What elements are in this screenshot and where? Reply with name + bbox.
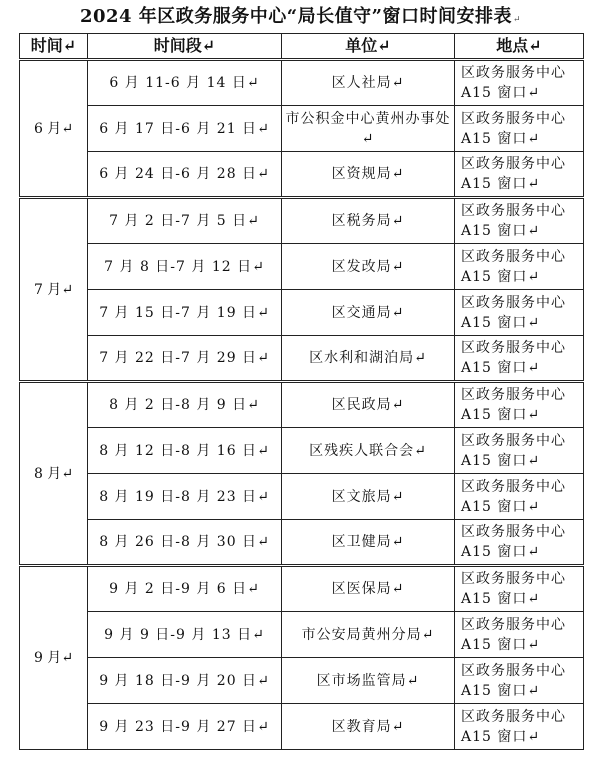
table-row xyxy=(20,612,584,658)
unit-label-wrap xyxy=(317,671,420,691)
paragraph-mark-icon: ↵ xyxy=(527,591,541,607)
unit-cell xyxy=(282,290,455,336)
month-cell xyxy=(20,198,88,382)
location-label: 区政务服务中心 A15 窗口 xyxy=(461,662,566,699)
schedule-body xyxy=(20,60,584,750)
unit-label: 区教育局 xyxy=(331,718,392,735)
unit-label: 区残疾人联合会 xyxy=(309,442,415,459)
location-label-wrap xyxy=(461,247,577,287)
location-label: 区政务服务中心 A15 窗口 xyxy=(461,478,566,515)
month-cell xyxy=(20,382,88,566)
header-month: 时间↵ xyxy=(20,34,88,60)
table-row xyxy=(20,704,584,750)
location-label-wrap xyxy=(461,338,577,378)
month-label: 8 月 xyxy=(33,465,62,482)
table-row xyxy=(20,198,584,244)
header-period: 时间段↵ xyxy=(88,34,282,60)
unit-label-wrap xyxy=(332,395,405,415)
period-label: 6 月 24 日-6 月 28 日 xyxy=(99,166,258,182)
paragraph-mark-icon: ↵ xyxy=(391,304,405,321)
paragraph-mark-icon: ↵ xyxy=(247,581,260,597)
paragraph-mark-icon: ↵ xyxy=(527,452,541,469)
paragraph-mark-icon: ↵ xyxy=(527,636,541,653)
period-cell xyxy=(88,244,282,290)
location-cell xyxy=(455,106,584,152)
location-cell xyxy=(455,382,584,428)
unit-label-wrap xyxy=(332,717,405,737)
paragraph-mark-icon: ↵ xyxy=(61,120,74,137)
location-label: 区政务服务中心 A15 窗口 xyxy=(461,340,566,376)
unit-label-wrap xyxy=(282,109,454,149)
location-label-wrap xyxy=(461,522,577,562)
location-cell xyxy=(455,612,584,658)
paragraph-mark-icon: ↵ xyxy=(527,407,541,423)
paragraph-mark-icon: ↵ xyxy=(252,626,265,643)
location-label: 区政务服务中心 A15 窗口 xyxy=(461,65,566,101)
paragraph-mark-icon: ↵ xyxy=(257,120,270,137)
paragraph-mark-icon: ↵ xyxy=(257,166,270,182)
unit-label: 区文旅局 xyxy=(331,488,392,505)
page-title-text: 2024 年区政务服务中心“局长值守”窗口时间安排表 xyxy=(79,6,513,27)
location-label-wrap xyxy=(461,154,577,194)
table-row xyxy=(20,382,584,428)
location-label: 区政务服务中心 A15 窗口 xyxy=(461,387,566,423)
location-label-wrap xyxy=(461,615,577,655)
period-label: 6 月 17 日-6 月 21 日 xyxy=(99,120,258,137)
location-label: 区政务服务中心 A15 窗口 xyxy=(461,708,566,745)
paragraph-mark-icon: ↵ xyxy=(361,130,375,147)
location-cell xyxy=(455,520,584,566)
paragraph-mark-icon: ↵ xyxy=(527,360,541,376)
location-cell xyxy=(455,566,584,612)
table-row xyxy=(20,152,584,198)
paragraph-mark-icon: ↵ xyxy=(246,75,260,91)
unit-cell xyxy=(282,704,455,750)
period-cell xyxy=(88,474,282,520)
location-cell xyxy=(455,658,584,704)
period-cell xyxy=(88,382,282,428)
period-cell xyxy=(88,106,282,152)
paragraph-mark-icon: ↵ xyxy=(252,258,265,275)
unit-label-wrap xyxy=(332,164,405,184)
month-label: 6 月 xyxy=(33,120,62,137)
location-label: 区政务服务中心 A15 窗口 xyxy=(461,432,566,469)
table-row xyxy=(20,658,584,704)
location-cell xyxy=(455,290,584,336)
unit-cell xyxy=(282,106,455,152)
paragraph-mark-icon: ↵ xyxy=(62,36,77,55)
table-row xyxy=(20,290,584,336)
unit-label: 区资规局 xyxy=(331,166,392,182)
location-label: 区政务服务中心 A15 窗口 xyxy=(461,294,566,331)
unit-label-wrap xyxy=(332,579,405,599)
location-cell xyxy=(455,198,584,244)
paragraph-mark-icon: ↵ xyxy=(527,130,541,147)
paragraph-mark-icon: ↵ xyxy=(528,36,542,55)
location-label-wrap xyxy=(461,707,577,747)
period-cell xyxy=(88,612,282,658)
table-row xyxy=(20,244,584,290)
unit-label: 区交通局 xyxy=(331,304,392,321)
paragraph-mark-icon: ↵ xyxy=(527,498,541,515)
location-label: 区政务服务中心 A15 窗口 xyxy=(461,571,566,607)
location-label-wrap xyxy=(461,431,577,471)
month-label: 9 月 xyxy=(33,650,62,666)
location-label-wrap xyxy=(461,661,577,701)
table-row xyxy=(20,428,584,474)
header-unit: 单位↵ xyxy=(282,34,455,60)
period-cell xyxy=(88,336,282,382)
paragraph-mark-icon: ↵ xyxy=(257,350,270,366)
unit-label: 区税务局 xyxy=(331,213,392,229)
paragraph-mark-icon: ↵ xyxy=(257,534,270,550)
table-row xyxy=(20,60,584,106)
paragraph-mark-icon: ↵ xyxy=(257,304,270,321)
location-label: 区政务服务中心 A15 窗口 xyxy=(461,616,566,653)
unit-label: 市公安局黄州分局 xyxy=(301,626,422,643)
paragraph-mark-icon: ↵ xyxy=(527,85,541,101)
location-cell xyxy=(455,152,584,198)
location-label-wrap xyxy=(461,109,577,149)
paragraph-mark-icon: ↵ xyxy=(527,544,541,560)
unit-label: 区水利和湖泊局 xyxy=(309,350,415,366)
table-row xyxy=(20,566,584,612)
paragraph-mark-icon: ↵ xyxy=(377,36,391,55)
period-label: 6 月 11-6 月 14 日 xyxy=(109,75,247,91)
period-label: 8 月 12 日-8 月 16 日 xyxy=(99,442,258,459)
period-label: 7 月 22 日-7 月 29 日 xyxy=(99,350,258,366)
unit-cell xyxy=(282,612,455,658)
table-row xyxy=(20,336,584,382)
paragraph-mark-icon: ↵ xyxy=(61,465,74,482)
paragraph-mark-icon: ↵ xyxy=(406,672,420,689)
unit-cell xyxy=(282,474,455,520)
period-cell xyxy=(88,60,282,106)
location-label: 区政务服务中心 A15 窗口 xyxy=(461,524,566,560)
unit-label-wrap xyxy=(332,532,405,552)
unit-label-wrap xyxy=(332,487,405,507)
paragraph-mark-icon: ↵ xyxy=(527,268,541,285)
paragraph-mark-icon: ↵ xyxy=(61,281,74,298)
paragraph-mark-icon: ↵ xyxy=(61,650,74,666)
paragraph-mark-icon: ↵ xyxy=(257,488,270,505)
unit-cell xyxy=(282,60,455,106)
unit-label: 区人社局 xyxy=(331,75,392,91)
location-cell xyxy=(455,336,584,382)
unit-cell xyxy=(282,382,455,428)
unit-label-wrap xyxy=(302,625,435,645)
month-label: 7 月 xyxy=(33,281,62,298)
period-label: 9 月 23 日-9 月 27 日 xyxy=(99,718,258,735)
paragraph-mark-icon: ↵ xyxy=(391,397,405,413)
location-label-wrap xyxy=(461,385,577,425)
unit-cell xyxy=(282,198,455,244)
period-cell xyxy=(88,152,282,198)
period-label: 9 月 2 日-9 月 6 日 xyxy=(109,581,248,597)
period-label: 8 月 19 日-8 月 23 日 xyxy=(99,488,258,505)
unit-label: 区发改局 xyxy=(331,258,392,275)
unit-label: 市公积金中心黄州办事处 xyxy=(285,110,451,127)
location-cell xyxy=(455,704,584,750)
period-cell xyxy=(88,566,282,612)
period-label: 9 月 9 日-9 月 13 日 xyxy=(104,626,253,643)
unit-label-wrap xyxy=(332,257,405,277)
unit-label: 区医保局 xyxy=(331,581,392,597)
location-cell xyxy=(455,244,584,290)
period-label: 8 月 2 日-8 月 9 日 xyxy=(109,397,248,413)
paragraph-mark-icon: ↵ xyxy=(414,442,427,459)
unit-label: 区市场监管局 xyxy=(316,672,407,689)
paragraph-mark-icon: ↵ xyxy=(247,213,260,229)
paragraph-mark-icon: ↵ xyxy=(391,718,405,735)
unit-cell xyxy=(282,244,455,290)
paragraph-mark-icon: ↵ xyxy=(391,213,405,229)
period-cell xyxy=(88,658,282,704)
location-cell xyxy=(455,474,584,520)
paragraph-mark-icon: ↵ xyxy=(527,728,541,745)
location-cell xyxy=(455,428,584,474)
page-title xyxy=(0,0,601,33)
location-label-wrap xyxy=(461,201,577,241)
period-cell xyxy=(88,198,282,244)
table-row xyxy=(20,106,584,152)
location-label: 区政务服务中心 A15 窗口 xyxy=(461,110,566,147)
paragraph-mark-icon: ↵ xyxy=(414,350,427,366)
period-label: 8 月 26 日-8 月 30 日 xyxy=(99,534,258,550)
paragraph-mark-icon: ↵ xyxy=(257,718,270,735)
location-label: 区政务服务中心 A15 窗口 xyxy=(461,156,566,192)
unit-cell xyxy=(282,566,455,612)
unit-label-wrap xyxy=(332,303,405,323)
table-row xyxy=(20,520,584,566)
location-label: 区政务服务中心 A15 窗口 xyxy=(461,248,566,285)
paragraph-mark-icon: ↵ xyxy=(391,258,405,275)
paragraph-mark-icon: ↵ xyxy=(391,581,405,597)
period-label: 7 月 15 日-7 月 19 日 xyxy=(99,304,258,321)
period-cell xyxy=(88,704,282,750)
paragraph-mark-icon: ↵ xyxy=(421,626,435,643)
unit-cell xyxy=(282,658,455,704)
location-label-wrap xyxy=(461,293,577,333)
table-header-row xyxy=(20,34,584,60)
paragraph-mark-icon: ↵ xyxy=(257,672,270,689)
unit-label-wrap xyxy=(332,73,405,93)
period-cell xyxy=(88,290,282,336)
period-label: 7 月 8 日-7 月 12 日 xyxy=(104,258,253,275)
unit-label-wrap xyxy=(332,211,405,231)
paragraph-mark-icon: ↵ xyxy=(391,75,405,91)
period-label: 9 月 18 日-9 月 20 日 xyxy=(99,672,258,689)
unit-label-wrap xyxy=(309,441,427,461)
table-row xyxy=(20,474,584,520)
paragraph-mark-icon: ↵ xyxy=(513,15,522,25)
paragraph-mark-icon: ↵ xyxy=(527,176,541,192)
location-label-wrap xyxy=(461,477,577,517)
location-label-wrap xyxy=(461,569,577,609)
unit-cell xyxy=(282,152,455,198)
header-location: 地点↵ xyxy=(455,34,584,60)
paragraph-mark-icon: ↵ xyxy=(391,166,405,182)
paragraph-mark-icon: ↵ xyxy=(257,442,270,459)
paragraph-mark-icon: ↵ xyxy=(527,223,541,239)
paragraph-mark-icon: ↵ xyxy=(527,314,541,331)
unit-label: 区卫健局 xyxy=(331,534,392,550)
unit-label-wrap xyxy=(309,348,427,368)
paragraph-mark-icon: ↵ xyxy=(391,488,405,505)
location-cell xyxy=(455,60,584,106)
unit-label: 区民政局 xyxy=(331,397,392,413)
paragraph-mark-icon: ↵ xyxy=(527,682,541,699)
period-label: 7 月 2 日-7 月 5 日 xyxy=(109,213,248,229)
paragraph-mark-icon: ↵ xyxy=(247,397,260,413)
unit-cell xyxy=(282,428,455,474)
month-cell xyxy=(20,566,88,750)
location-label: 区政务服务中心 A15 窗口 xyxy=(461,203,566,239)
month-cell xyxy=(20,60,88,198)
period-cell xyxy=(88,520,282,566)
unit-cell xyxy=(282,520,455,566)
paragraph-mark-icon: ↵ xyxy=(201,36,216,55)
unit-cell xyxy=(282,336,455,382)
period-cell xyxy=(88,428,282,474)
paragraph-mark-icon: ↵ xyxy=(391,534,405,550)
schedule-table xyxy=(19,33,584,750)
location-label-wrap xyxy=(461,63,577,103)
